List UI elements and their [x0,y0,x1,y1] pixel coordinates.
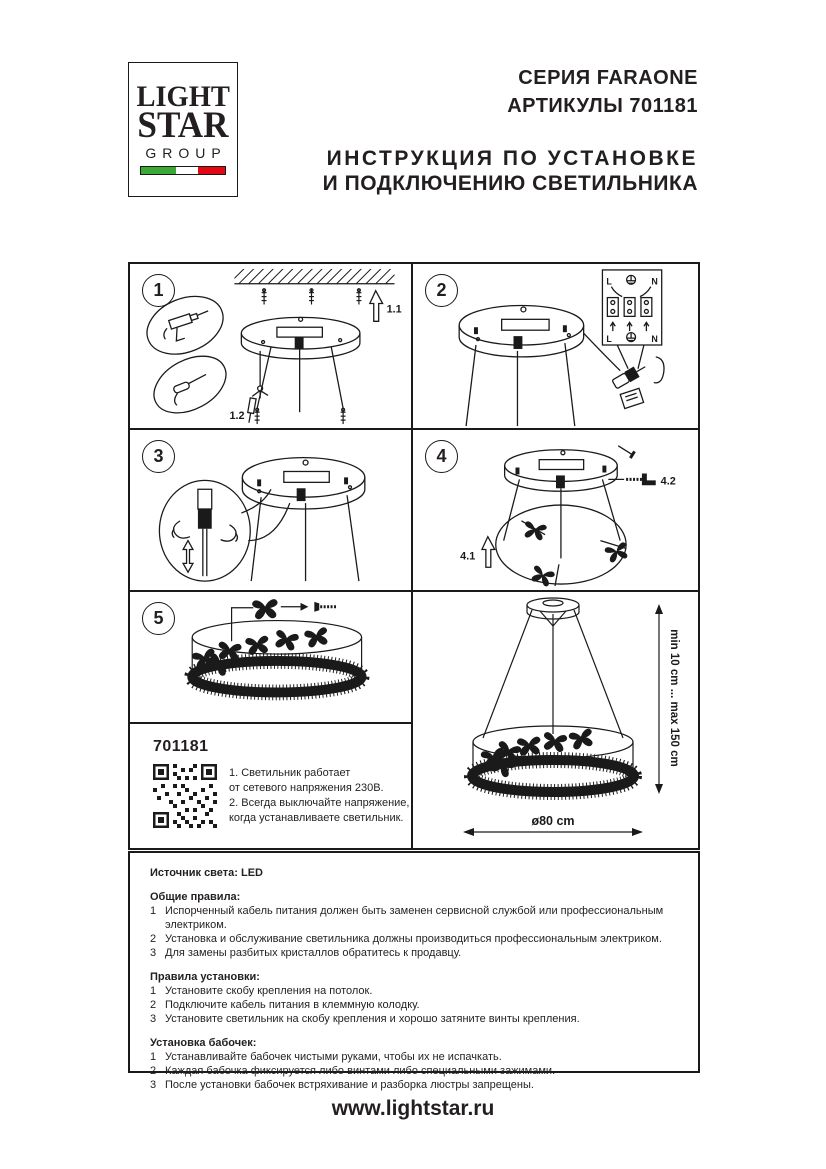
item-number: 3 [150,947,157,959]
label-4-1: 4.1 [460,550,476,563]
screwdriver-down [246,398,256,423]
mounting-ring [505,450,618,491]
label-1-2: 1.2 [229,410,245,423]
specifications-box [128,851,700,1091]
item-text: Испорченный кабель питания должен быть заменен сервисной службой или профессиональным электриком. [165,905,664,931]
qr-code [153,764,217,828]
qr-panel [130,724,413,848]
height-range-label: min 10 cm ... max 150 cm [668,629,680,767]
spec-item [150,904,678,932]
spec-item [150,1078,678,1092]
step-1-badge: 1 [142,274,175,307]
step-3-badge: 3 [142,440,175,473]
toggle-cable [252,351,268,398]
safety-notes [229,764,409,828]
item-text: Установка и обслуживание светильника должны производиться профессиональным электриком. [165,933,662,945]
screw-top [616,442,634,458]
terminal-l-top: L [606,276,612,287]
arrow-up-1-1 [370,291,383,322]
instruction-title-line1: ИНСТРУКЦИЯ ПО УСТАНОВКЕ [326,147,698,170]
step-4-badge: 4 [425,440,458,473]
cable-adjuster-inset [159,480,250,581]
item-text: Установите скобу крепления на потолок. [165,985,373,997]
spec-item [150,998,678,1012]
arrow-up-down [183,541,193,573]
diameter-dimension [463,828,643,836]
instruction-title-line2: И ПОДКЛЮЧЕНИЮ СВЕТИЛЬНИКА [322,172,698,195]
chandelier-dimensions-panel [413,592,698,848]
website-url: www.lightstar.ru [331,1097,495,1120]
light-source-line: Источник света: LED [150,867,263,879]
item-text: Установите светильник на скобу крепления и хорошо затяните винты крепления. [165,1013,580,1025]
logo-word-group: GROUP [145,145,227,161]
section-title-installation-rules: Правила установки: [150,971,260,983]
lightstar-logo [128,62,238,197]
arrow-up-4-1 [482,537,495,568]
item-text: Подключите кабель питания в клеммную колодку. [165,999,420,1011]
step-2-badge: 2 [425,274,458,307]
spec-item [150,946,678,960]
safety-note-line: 1. Светильник работает [229,767,351,779]
item-number: 1 [150,1051,157,1063]
flag-green [141,167,176,174]
wiring-diagram-inset [602,270,661,345]
label-4-2: 4.2 [660,475,676,488]
mounting-ring [241,317,360,358]
suspension-rods [466,343,575,426]
item-number: 2 [150,933,157,945]
terminal-n-bottom: N [651,334,658,345]
item-number: 3 [150,1013,157,1025]
flag-white [176,167,198,174]
item-text: После установки бабочек встряхивание и разборка люстры запрещены. [165,1079,534,1091]
spec-item [150,984,678,998]
screwdriver-inset [144,345,235,425]
ceiling-hatch [234,269,394,284]
section-title-general-rules: Общие правила: [150,891,241,903]
diameter-label: ø80 cm [531,814,575,828]
spec-item [150,932,678,946]
section-title-butterfly-installation: Установка бабочек: [150,1037,257,1049]
chandelier-drawing [413,592,698,848]
item-text: Для замены разбитых кристаллов обратитесь к продавцу. [165,947,462,959]
series-title: СЕРИЯ FARAONE [518,67,698,89]
suspension-rods [251,495,359,581]
flag-red [198,167,225,174]
item-number: 2 [150,999,157,1011]
step-5-panel [130,592,413,724]
step-2-panel [413,264,698,430]
step-3-panel [130,430,413,592]
spec-item [150,1050,678,1064]
safety-note-line: 2. Всегда выключайте напряжение, [229,797,410,809]
document-titles [323,64,698,196]
step-1-panel [130,264,413,430]
butterflies [192,627,329,676]
step-4-panel [413,430,698,592]
step-5-badge: 5 [142,602,175,635]
logo-word-light: LIGHT [136,80,230,113]
item-number: 1 [150,985,157,997]
safety-note-line: когда устанавливаете светильник. [229,812,404,824]
suspension-rods [255,347,346,424]
articles-title: АРТИКУЛЫ 701181 [507,95,698,117]
suspension-cables [483,610,623,738]
height-dimension [655,604,663,794]
spec-item [150,1012,678,1026]
terminal-n-top: N [651,276,658,287]
label-1-1: 1.1 [386,303,402,316]
article-number: 701181 [153,738,209,755]
terminal-l-bottom: L [606,334,612,345]
logo-word-star: STAR [137,105,229,146]
item-number: 1 [150,905,157,917]
item-number: 3 [150,1079,157,1091]
item-number: 2 [150,1065,157,1077]
clip-screw-4-2 [608,473,655,485]
italian-flag-bar [140,166,226,175]
safety-note-line: от сетевого напряжения 230В. [229,782,384,794]
instruction-diagram-grid [128,262,700,850]
spec-item [150,1064,678,1078]
item-text: Устанавливайте бабочек чистыми руками, чтобы их не испачкать. [165,1051,502,1063]
item-text: Каждая бабочка фиксируется либо винтами либо специальными зажимами. [165,1065,556,1077]
